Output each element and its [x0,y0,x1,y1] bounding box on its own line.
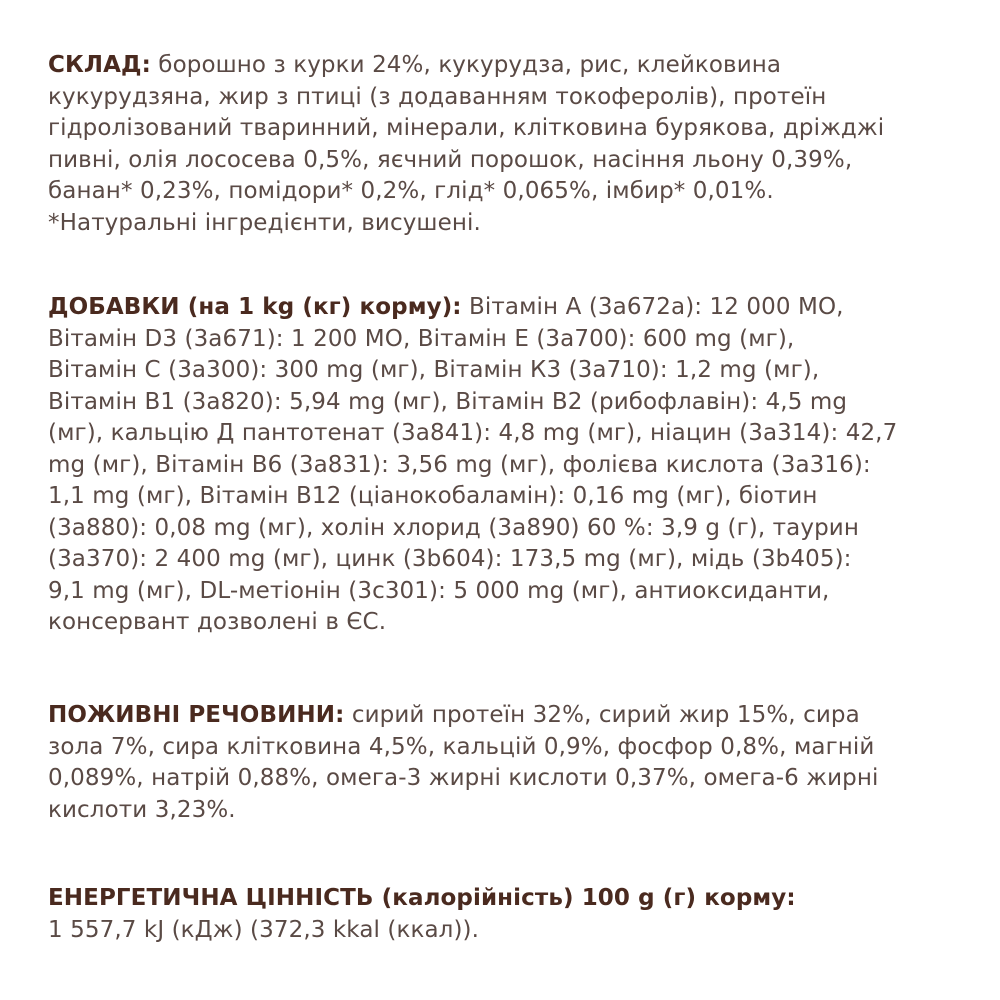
nutrients-heading: ПОЖИВНІ РЕЧОВИНИ: [48,702,345,728]
additives-line-10: 9,1 mg (мг), DL-метіонін (3с301): 5 000 mg (мг), антиоксиданти, [48,577,830,604]
additives-line-6: mg (мг), Вітамін В6 (3а831): 3,56 mg (мг), фолієва кислота (3а316): [48,451,871,478]
composition-heading: СКЛАД: [48,52,151,78]
composition-section [48,50,958,239]
additives-line-7: 1,1 mg (мг), Вітамін В12 (ціанокобаламін): 0,16 mg (мг), біотин [48,483,818,509]
composition-line-3: гідролізований тваринний, мінерали, клітковина бурякова, дріжджі [48,115,885,141]
nutrients-section [48,700,958,826]
additives-line-8: (3а880): 0,08 mg (мг), холін хлорид (3а890) 60 %: 3,9 g (г), таурин [48,514,859,541]
composition-line-2: кукурудзяна, жир з птиці (з додаванням токоферолів), протеїн [48,83,827,110]
additives-line-4: Вітамін В1 (3а820): 5,94 mg (мг), Вітамін В2 (рибофлавін): 4,5 mg [48,388,848,415]
nutrients-line-1: ПОЖИВНІ РЕЧОВИНИ: сирий протеїн 32%, сирий жир 15%, сира [48,702,860,728]
energy-section [48,883,958,946]
additives-line-9: (3а370): 2 400 mg (мг), цинк (3b604): 173,5 mg (мг), мідь (3b405): [48,546,852,572]
additives-line-1: ДОБАВКИ (на 1 kg (кг) корму): Вітамін А (3а672а): 12 000 МО, [48,294,844,320]
composition-footnote: *Натуральні інгредієнти, висушені. [48,209,481,236]
energy-heading: ЕНЕРГЕТИЧНА ЦІННІСТЬ (калорійність) 100 g (г) корму: [48,885,796,911]
nutrients-line-4: кислоти 3,23%. [48,796,236,823]
additives-line-2: Вітамін D3 (3а671): 1 200 МО, Вітамін Е (3а700): 600 mg (мг), [48,325,795,352]
additives-section [48,292,958,639]
composition-line-1: СКЛАД: борошно з курки 24%, кукурудза, рис, клейковина [48,52,782,78]
energy-value: 1 557,7 kJ (кДж) (372,3 kkal (ккал)). [48,916,480,943]
additives-heading: ДОБАВКИ (на 1 kg (кг) корму): [48,294,462,320]
nutrients-line-2: зола 7%, сира клітковина 4,5%, кальцій 0,9%, фосфор 0,8%, магній [48,733,875,760]
nutrients-line-3: 0,089%, натрій 0,88%, омега-3 жирні кислоти 0,37%, омега-6 жирні [48,765,879,791]
additives-line-5: (мг), кальцію Д пантотенат (3а841): 4,8 mg (мг), ніацин (3а314): 42,7 [48,420,898,446]
additives-line-11: консервант дозволені в ЄС. [48,609,387,635]
composition-line-5: банан* 0,23%, помідори* 0,2%, глід* 0,065%, імбир* 0,01%. [48,178,774,204]
composition-line-4: пивні, олія лососева 0,5%, яєчний порошок, насіння льону 0,39%, [48,146,853,173]
additives-line-3: Вітамін С (3а300): 300 mg (мг), Вітамін К3 (3а710): 1,2 mg (мг), [48,357,820,383]
